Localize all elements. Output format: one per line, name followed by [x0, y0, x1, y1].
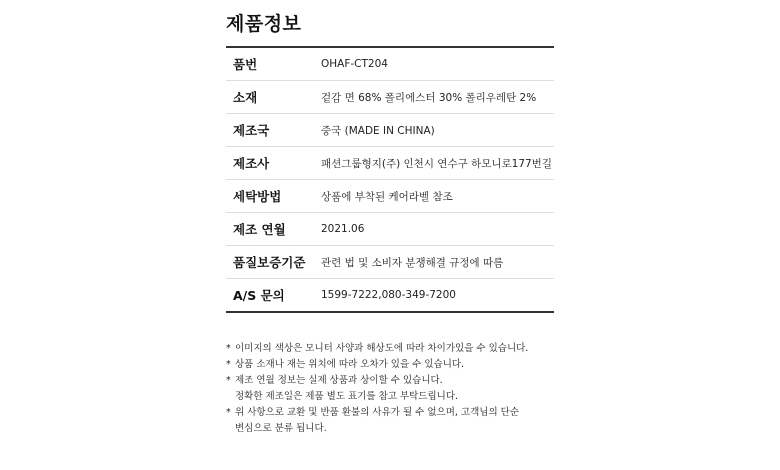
table-row-as-contact: [226, 279, 554, 313]
note-text: 변심으로 분류 됩니다.: [235, 423, 327, 434]
product-info-section: [226, 0, 554, 437]
row-value: 상품에 부착된 케어라벨 참조: [321, 190, 453, 203]
page-title: 제품정보: [226, 13, 302, 35]
table-row-material: [226, 81, 554, 114]
product-info-table: [226, 46, 554, 313]
row-label: 제조 연월: [233, 222, 286, 237]
note-text: 제조 연월 정보는 실제 상품과 상이할 수 있습니다.: [235, 375, 443, 386]
row-label: A/S 문의: [233, 288, 285, 303]
table-row-quality-standard: [226, 246, 554, 279]
row-value: OHAF-CT204: [321, 58, 388, 70]
table-row-washing: [226, 180, 554, 213]
note-item: [226, 341, 554, 357]
table-row-country: [226, 114, 554, 147]
note-item: [226, 357, 554, 373]
row-value: 겉감 면 68% 폴리에스터 30% 폴리우레탄 2%: [321, 91, 537, 104]
note-item: [226, 373, 554, 405]
row-label: 제조국: [233, 123, 270, 138]
table-row-manufacturer: [226, 147, 554, 180]
row-label: 제조사: [233, 156, 270, 171]
notes-list: [226, 341, 554, 437]
row-label: 소재: [233, 90, 258, 105]
note-text: 정확한 제조일은 제품 별도 표기를 참고 부탁드립니다.: [235, 391, 459, 402]
row-value: 관련 법 및 소비자 분쟁해결 규정에 따름: [321, 256, 504, 269]
note-bullet: *: [226, 359, 231, 370]
row-label: 세탁방법: [233, 189, 282, 204]
table-row-manufacture-date: [226, 213, 554, 246]
table-row-part-number: [226, 48, 554, 81]
note-text: 이미지의 색상은 모니터 사양과 해상도에 따라 차이가있을 수 있습니다.: [235, 343, 529, 354]
note-text: 상품 소재나 재는 위치에 따라 오차가 있을 수 있습니다.: [235, 359, 465, 370]
row-value: 중국 (MADE IN CHINA): [321, 124, 435, 137]
row-label: 품질보증기준: [233, 255, 306, 270]
note-bullet: *: [226, 407, 231, 418]
note-bullet: *: [226, 375, 231, 386]
note-item: [226, 405, 554, 437]
note-text: 위 사항으로 교환 및 반품 환불의 사유가 될 수 없으며, 고객님의 단순: [235, 407, 520, 418]
row-value: 1599-7222,080-349-7200: [321, 289, 456, 301]
note-bullet: *: [226, 343, 231, 354]
row-value: 2021.06: [321, 223, 365, 235]
row-value: 패션그룹형지(주) 인천시 연수구 하모니로177번길: [321, 157, 552, 170]
row-label: 품번: [233, 57, 258, 72]
